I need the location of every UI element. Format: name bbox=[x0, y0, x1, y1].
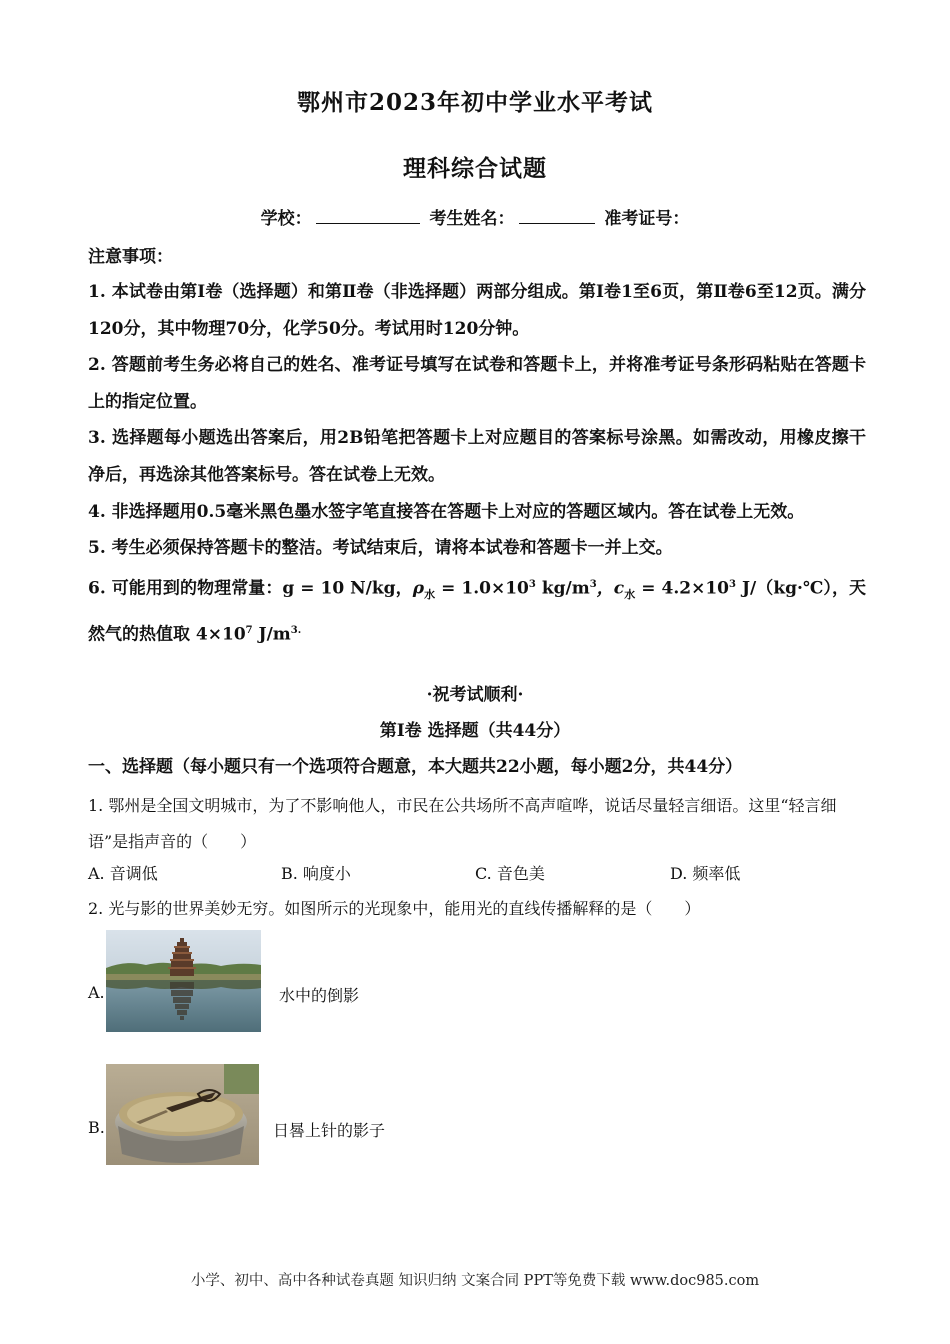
exam-id-label: 准考证号： bbox=[604, 209, 690, 229]
option-d: D. 频率低 bbox=[670, 864, 741, 883]
page-footer: 小学、初中、高中各种试卷真题 知识归纳 文案合同 PPT等免费下载 www.doc985.com bbox=[190, 1273, 760, 1289]
question-1 bbox=[88, 788, 866, 860]
notice-item-constants: 6. 可能用到的物理常量：g = 10 N/kg，$\rho_水 = 1.0\times 10^3$ $kg/m^3$，$c_水 = 4.2\times 10^3$ J/（kg·℃），天然气的热值取 $4\times 10^7$ $J/m^{3.}$ bbox=[88, 578, 867, 646]
notice-item: 1. 本试卷由第Ⅰ卷（选择题）和第Ⅱ卷（非选择题）两部分组成。第Ⅰ卷1至6页，第Ⅱ卷6至12页。满分120分，其中物理70分，化学50分。考试用时120分钟。 bbox=[88, 282, 866, 339]
option-c: C. 音色美 bbox=[475, 864, 545, 883]
question-2-option-b-label: B. bbox=[88, 1118, 105, 1137]
section-title: 第Ⅰ卷 选择题（共44分） bbox=[379, 721, 571, 741]
blessing-text: ·祝考试顺利· bbox=[426, 685, 524, 705]
student-info-line bbox=[0, 204, 950, 229]
exam-title: 鄂州市2023年初中学业水平考试 bbox=[296, 89, 653, 116]
section-heading: 一、选择题（每小题只有一个选项符合题意，本大题共22小题，每小题2分，共44分） bbox=[88, 757, 743, 777]
pagoda-reflection-image bbox=[106, 930, 261, 1032]
notice-item: 3. 选择题每小题选出答案后，用2B铅笔把答题卡上对应题目的答案标号涂黑。如需改动，用橡皮擦干净后，再选涂其他答案标号。答在试卷上无效。 bbox=[88, 428, 866, 485]
notice-item: 4. 非选择题用0.5毫米黑色墨水签字笔直接答在答题卡上对应的答题区域内。答在试卷上无效。 bbox=[88, 501, 805, 522]
question-2-option-b-caption: 日晷上针的影子 bbox=[273, 1121, 386, 1140]
question-2-option-a-label: A. bbox=[88, 983, 105, 1002]
option-a: A. 音调低 bbox=[88, 864, 158, 883]
exam-subtitle: 理科综合试题 bbox=[403, 155, 547, 182]
name-label: 考生姓名： bbox=[429, 209, 515, 229]
option-b: B. 响度小 bbox=[281, 864, 351, 883]
school-label: 学校： bbox=[260, 209, 312, 229]
question-1-options bbox=[88, 861, 866, 887]
notice-list bbox=[88, 274, 866, 654]
sundial-shadow-image bbox=[106, 1064, 259, 1165]
notice-item: 5. 考生必须保持答题卡的整洁。考试结束后，请将本试卷和答题卡一并上交。 bbox=[88, 538, 673, 559]
notice-title: 注意事项： bbox=[88, 247, 173, 267]
question-1-text: 1. 鄂州是全国文明城市，为了不影响他人，市民在公共场所不高声喧哗，说话尽量轻言细语。这里“轻言细语”是指声音的（ ） bbox=[88, 796, 837, 851]
question-2-option-a-caption: 水中的倒影 bbox=[279, 986, 360, 1005]
name-blank bbox=[519, 209, 595, 224]
notice-item: 2. 答题前考生务必将自己的姓名、准考证号填写在试卷和答题卡上，并将准考证号条形码粘贴在答题卡上的指定位置。 bbox=[88, 355, 866, 412]
school-blank bbox=[316, 209, 420, 224]
question-2-text: 2. 光与影的世界美妙无穷。如图所示的光现象中，能用光的直线传播解释的是（ ） bbox=[88, 899, 701, 918]
